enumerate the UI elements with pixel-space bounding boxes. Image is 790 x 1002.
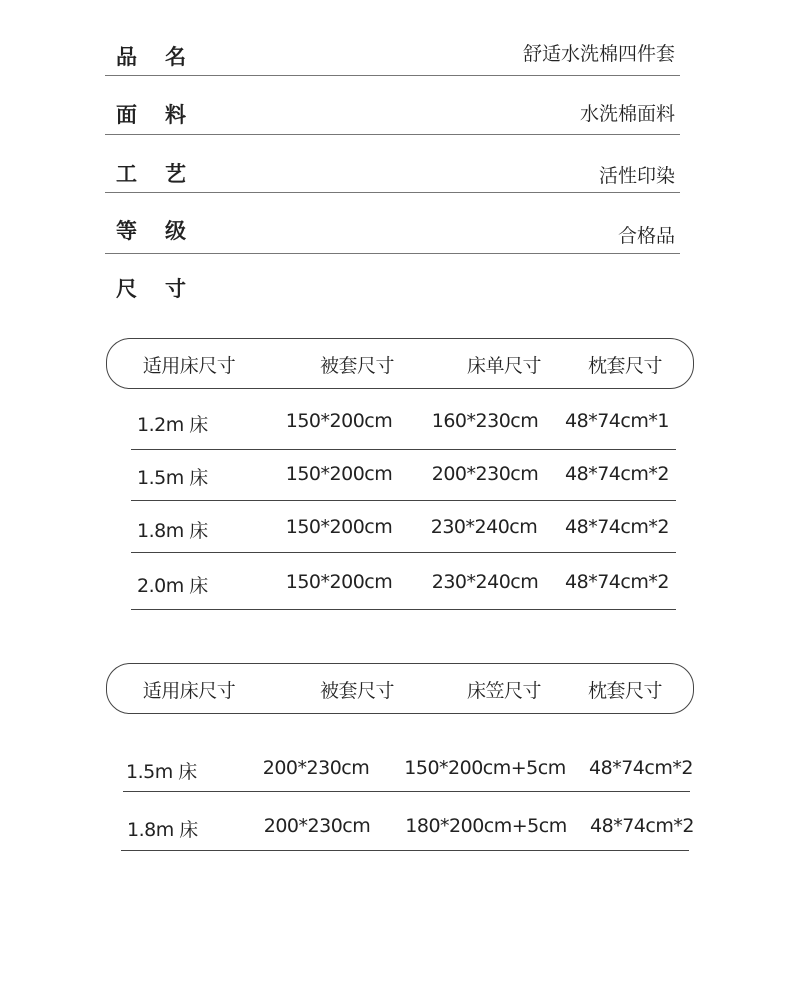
table-cell: 230*240cm <box>431 571 539 593</box>
table2-row-divider <box>123 791 690 792</box>
spec-value: 舒适水洗棉四件套 <box>522 43 675 65</box>
table-cell: 230*240cm <box>430 516 538 538</box>
table-cell: 48*74cm*2 <box>565 463 669 485</box>
table1-row-divider <box>131 500 676 501</box>
spec-value: 水洗棉面料 <box>579 103 675 125</box>
spec-value: 合格品 <box>617 225 675 247</box>
table-cell: 48*74cm*1 <box>565 410 669 432</box>
spec-value: 活性印染 <box>598 165 675 187</box>
spec-label: 尺寸 <box>116 277 214 301</box>
table2-header-fitted-sheet: 床笠尺寸 <box>466 680 542 702</box>
table-cell: 1.5m 床 <box>137 467 208 489</box>
table-cell: 200*230cm <box>262 757 370 779</box>
table1-row-divider <box>131 449 676 450</box>
spec-row-name <box>105 30 680 76</box>
table1-header-pillow: 枕套尺寸 <box>587 355 663 377</box>
table-cell: 2.0m 床 <box>137 575 208 597</box>
table-cell: 48*74cm*2 <box>590 815 694 837</box>
table-cell: 1.5m 床 <box>126 761 197 783</box>
table1-row-divider <box>131 609 676 610</box>
table2-row-divider <box>121 850 689 851</box>
table2-header-bed: 适用床尺寸 <box>142 680 236 702</box>
table-cell: 48*74cm*2 <box>565 571 669 593</box>
spec-row-craft <box>105 134 680 193</box>
table-cell: 150*200cm <box>285 463 393 485</box>
table-cell: 150*200cm <box>285 516 393 538</box>
table-cell: 150*200cm+5cm <box>404 757 566 779</box>
table-cell: 160*230cm <box>431 410 539 432</box>
spec-row-fabric <box>105 75 680 135</box>
table-cell: 1.8m 床 <box>127 819 198 841</box>
table2-header-pillow: 枕套尺寸 <box>587 680 663 702</box>
spec-row-grade <box>105 192 680 254</box>
spec-label: 面料 <box>116 103 214 127</box>
table-cell: 1.8m 床 <box>137 520 208 542</box>
table-cell: 150*200cm <box>285 571 393 593</box>
spec-row-size <box>105 253 680 303</box>
table1-header-duvet: 被套尺寸 <box>319 355 395 377</box>
table-cell: 200*230cm <box>263 815 371 837</box>
table-cell: 200*230cm <box>431 463 539 485</box>
table2-header-duvet: 被套尺寸 <box>319 680 395 702</box>
table-cell: 48*74cm*2 <box>565 516 669 538</box>
spec-label: 工艺 <box>116 162 214 186</box>
table-cell: 150*200cm <box>285 410 393 432</box>
table-cell: 1.2m 床 <box>137 414 208 436</box>
spec-label: 品名 <box>116 45 214 69</box>
table1-header-sheet: 床单尺寸 <box>466 355 542 377</box>
table1-row-divider <box>131 552 676 553</box>
table-cell: 180*200cm+5cm <box>405 815 567 837</box>
table1-header-bed: 适用床尺寸 <box>142 355 236 377</box>
spec-label: 等级 <box>116 219 214 243</box>
table-cell: 48*74cm*2 <box>589 757 693 779</box>
